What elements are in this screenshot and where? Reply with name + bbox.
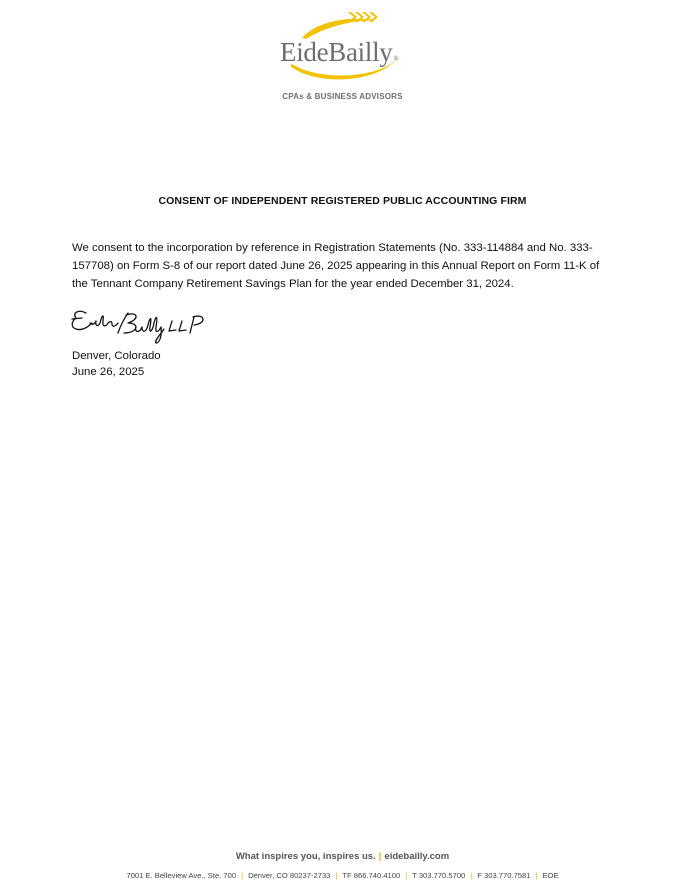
eide-bailly-logo — [276, 8, 412, 88]
address-item: Denver, CO 80237-2733 — [248, 871, 331, 880]
paragraph-line: the Tennant Company Retirement Savings Plan for the year ended December 31, 2024. — [72, 277, 514, 290]
report-date: June 26, 2025 — [72, 365, 145, 378]
logo-wordmark: EideBailly® — [280, 37, 399, 67]
city-state: Denver, Colorado — [72, 350, 161, 362]
footer-separator: | — [335, 871, 338, 880]
handwritten-signature — [68, 305, 218, 350]
address-item: TF 866.740.4100 — [342, 871, 401, 880]
address-item: T 303.770.5700 — [412, 871, 466, 880]
location-and-date — [72, 349, 161, 380]
footer-separator: | — [378, 851, 382, 862]
footer-address-line — [0, 871, 685, 880]
address-item: EOE — [542, 871, 559, 880]
footer-slogan-line — [0, 851, 685, 862]
footer-separator: | — [241, 871, 244, 880]
document-title: CONSENT OF INDEPENDENT REGISTERED PUBLIC ACCOUNTING FIRM — [158, 195, 527, 207]
address-item: 7001 E. Belleview Ave., Ste. 700 — [126, 871, 237, 880]
address-item: F 303.770.7581 — [477, 871, 531, 880]
consent-paragraph — [72, 240, 617, 293]
footer-website: eidebailly.com — [384, 851, 450, 862]
signature-icon — [68, 305, 218, 345]
footer-separator: | — [535, 871, 538, 880]
footer-separator: | — [470, 871, 473, 880]
paragraph-line: We consent to the incorporation by reference in Registration Statements (No. 333-114884 and No. 333- — [72, 242, 593, 254]
firm-tagline: CPAs & BUSINESS ADVISORS — [282, 92, 403, 101]
paragraph-line: 157708) on Form S-8 of our report dated June 26, 2025 appearing in this Annual Report on Form 11-K of — [72, 259, 600, 272]
footer-slogan: What inspires you, inspires us. — [235, 851, 376, 862]
footer-separator: | — [405, 871, 408, 880]
